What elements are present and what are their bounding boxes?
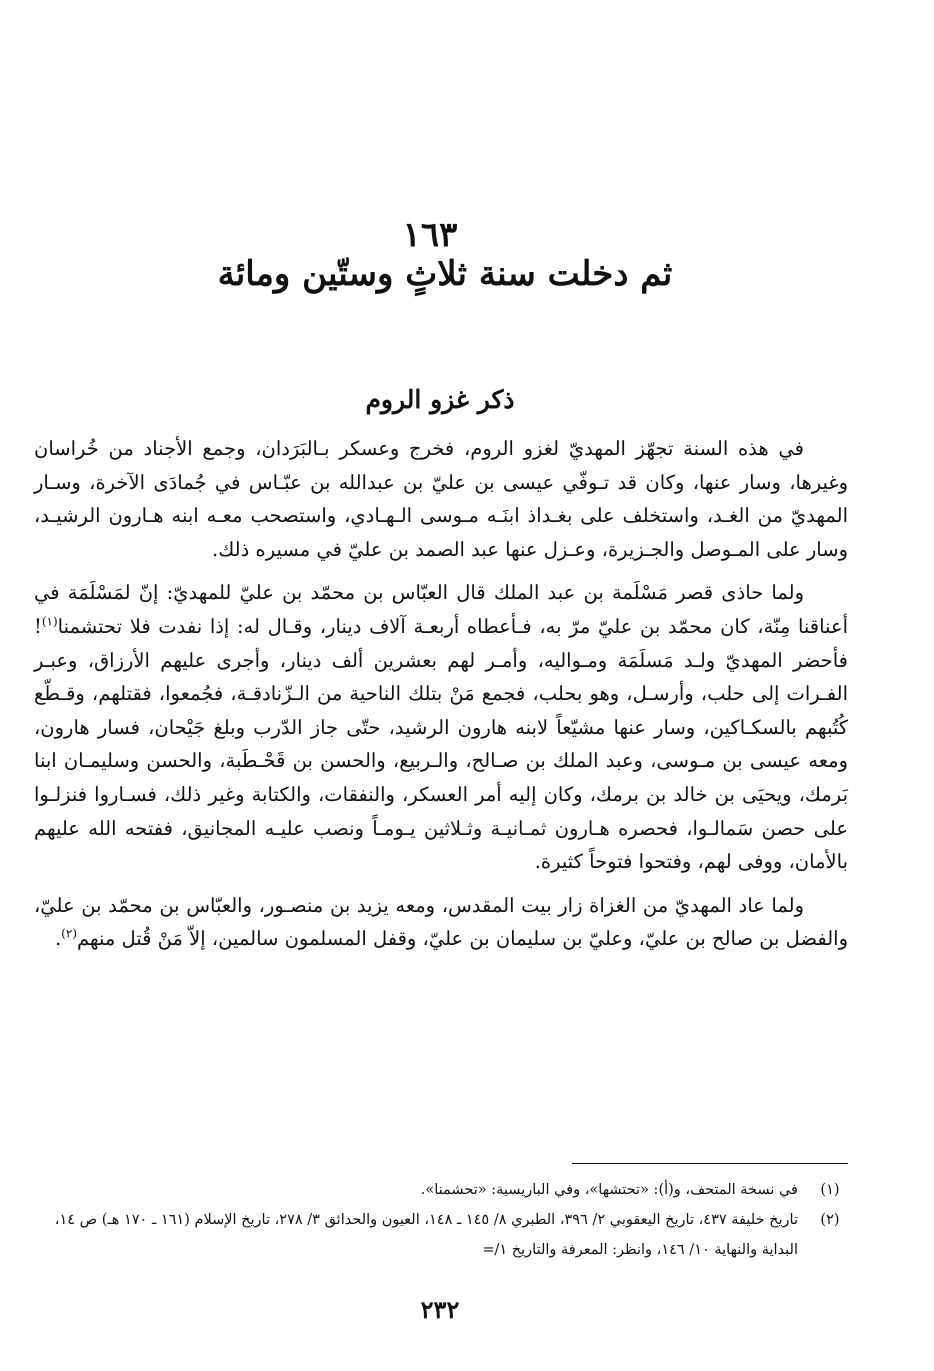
paragraph-3-part-2: . (54, 927, 62, 951)
chapter-title: ثم دخلت سنة ثلاثٍ وستّين ومائة (217, 254, 673, 294)
paragraph-3 (34, 889, 848, 956)
footnote-2 (22, 1205, 850, 1265)
paragraph-3-part-1: ولما عاد المهديّ من الغزاة زار بيت المقدس، ومعه يزيد بن منصـور، والعبّاس بن محمّد بن عليّ، والفضل بن صالح بن عليّ، وعليّ بن سليمان بن عليّ، وقفل المسلمون سالمين، إلاّ مَنْ قُتل منهم (34, 893, 848, 951)
footnote-text: في نسخة المتحف، و(أ): «تحتشها»، وفي الباريسية: «تحشمنا». (420, 1182, 798, 1198)
year-number: ١٦٣ (402, 215, 458, 255)
footnote-text: تاريخ خليفة ٤٣٧، تاريخ اليعقوبي ٢/ ٣٩٦، الطبري ٨/ ١٤٥ ـ ١٤٨، العيون والحدائق ٣/ ٢٧٨، تاريخ الإسلام (١٦١ ـ ١٧٠ هـ) ص ١٤، البداية والنهاية ١٠/ ١٤٦، وانظر: المعرفة والتاريخ ١/= (54, 1212, 798, 1258)
paragraph-2-part-1: ولما حاذى قصر مَسْلَمة بن عبد الملك قال العبّاس بن محمّد بن عليّ للمهديّ: إنّ لمَسْلَمَة في أعناقنا مِنّة، كان محمّد بن عليّ مرّ به، فـأعطاه أربعـة آلاف دينار، وقـال له: إذا نفدت فلا تحتشمنا (34, 581, 848, 638)
section-heading: ذكر غزو الروم (365, 385, 515, 414)
page-number: ٢٣٢ (420, 1295, 460, 1324)
footnote-ref-2: (٢) (61, 926, 77, 941)
footnote-ref-1: (١) (41, 614, 58, 629)
footnote-divider (572, 1163, 848, 1164)
paragraph-2-part-2: ! فأحضر المهديّ ولـد مَسلَمَة ومـواليه، وأمـر لهم بعشرين ألف دينار، وأجرى عليهم الأرزاق، وعبـر الفـرات إلى حلب، وأرسـل، وهو بحلب، فجمع مَنْ بتلك الناحية من الـزّنادقـة، فجُمعوا، فقتلهم، وقـطّع كُتُبهم بالسكـاكين، وسار عنها مشيّعاً لابنه هارون الرشيد، حتّى جاز الدّرب وبلغ جَيْحان، فسار هارون، ومعه عيسى بن مـوسى، وعبد الملك بن صـالح، والـربيع، والحسن بن قَحْـطَبة، والحسن وسليمـان ابنا بَرمك، ويحيَى بن خالد بن برمك، وكان إليه أمر العسكر، والنفقات، والكتابة وغير ذلك، فسـاروا فنزلـوا على حصن سَمالـوا، فحصره هـارون ثمـانيـة وثـلاثين يـومـاً ونصب عليـه المجانيق، ففتحه الله عليهم بالأمان، ووفى لهم، وفتحوا فتوحاً كثيرة. (34, 614, 848, 874)
footnote-number: (١) (820, 1182, 840, 1198)
footnote-1 (22, 1175, 850, 1205)
footnote-number: (٢) (820, 1212, 840, 1228)
main-text (34, 432, 848, 956)
footnotes (22, 1175, 850, 1265)
paragraph-1: في هذه السنة تجهّز المهديّ لغزو الروم، فخرج وعسكر بـالبَرَدان، وجمع الأجناد من خُراسان وغيرها، وسار عنها، وكان قد تـوفّي عيسى بن عليّ بن عبدالله بن عبّـاس في جُمادَى الآخرة، وسـار المهديّ من الغـد، واستخلف على بغـداذ ابنَـه مـوسى الـهـادي، واستصحب معـه ابنه هـارون الرشيـد، وسار على المـوصل والجـزيرة، وعـزل عنها عبد الصمد بن عليّ في مسيره ذلك. (34, 437, 848, 561)
paragraph-2 (34, 576, 848, 878)
